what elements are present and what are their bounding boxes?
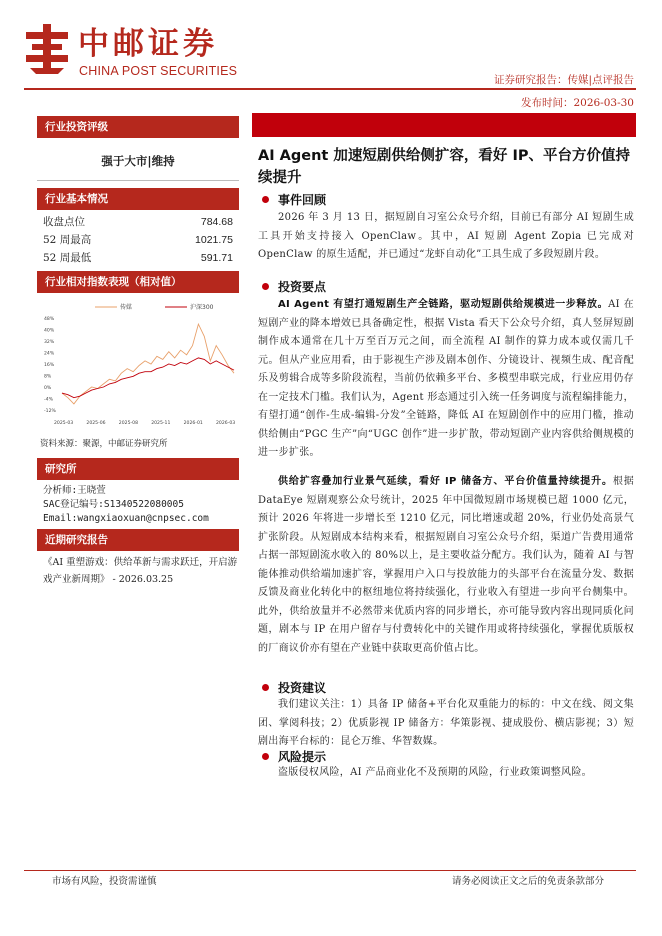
paragraph-supply [258,473,634,658]
analyst-sac-id: SAC登记编号:S1340522080005 [43,499,184,510]
paragraph-body: AI 在短剧产业的降本增效已具备确定性，根据 Vista 看天下公众号介绍，真人竖屏短剧制作成本通常在几十万至百万元之间，而全流程 AI 制作的算力成本或仅需几千元。但从产业应用看，由于影视生产涉及剧本创作、分镜设计、视频生成、配音配乐及剪辑合成等多阶段流程，当前仍依赖多平台、多模型串联完成，行业应用仍存在一定技术门槛。我们认为，Agent 形态通过引入统一任务调度与流程编排能力，有望打通“创作-生成-编辑-分发”全链路，降低 AI 在短剧创作中的应用门槛，推动供给侧由“PGC 生产”向“UGC 创作”进一步扩散，带动短剧产业内容供给侧规模的进一步扩张。 [258,299,634,458]
info-value: 784.68 [200,216,233,228]
related-report-link[interactable]: 《AI 重塑游戏：供给革新与需求跃迁，开启游戏产业新周期》 - 2026.03.25 [43,557,238,585]
report-type: 证券研究报告：传媒|点评报告 [493,74,634,86]
section-heading-event [262,192,326,208]
related-reports-section-header: 近期研究报告 [37,529,239,551]
x-tick-label: 2026-01 [183,421,203,426]
y-tick-label: -12% [44,409,56,414]
x-tick-label: 2025-03 [54,421,74,426]
logo-chinese: 中邮证券 [78,26,218,62]
bullet-dot [262,684,269,691]
paragraph-investment: 我们建议关注：1）具备 IP 储备+平台化双重能力的标的：中文在线、阅文集团、掌阅科技；2）优质影视 IP 储备方：华策影视、捷成股份、横店影视；3）短剧出海平台标的：昆仑万维、华智数媒。 [258,699,634,747]
section-heading-text: 风险提示 [278,750,327,764]
y-tick-label: 16% [44,363,55,368]
info-value: 1021.75 [195,234,233,246]
section-heading-text: 投资建议 [278,681,327,695]
info-row-52w-high [43,231,233,249]
info-value: 591.71 [200,252,233,264]
info-label: 收盘点位 [43,216,85,228]
series-line-hs300 [62,358,234,398]
x-tick-label: 2025-06 [86,421,106,426]
relative-performance-chart [40,298,239,430]
info-row-52w-low [43,249,233,267]
info-label: 52 周最低 [43,252,92,264]
bullet-dot [262,283,269,290]
paragraph-ai-agent [258,296,634,463]
research-section-header: 研究所 [37,458,239,480]
chart-source: 资料来源：聚源，中邮证券研究所 [40,439,168,449]
section-heading-investment [262,680,326,696]
y-tick-label: 24% [44,351,55,357]
y-tick-label: 40% [44,328,55,334]
report-title: AI Agent 加速短剧供给侧扩容，看好 IP、平台方价值持续提升 [258,148,630,186]
y-tick-label: 0% [44,386,52,391]
y-tick-label: -4% [44,397,53,403]
x-tick-label: 2025-08 [118,421,139,426]
footer-rule [24,870,636,871]
analyst-name: 分析师:王晓萱 [43,485,106,496]
analyst-email: Email:wangxiaoxuan@cnpsec.com [43,513,209,524]
legend-label-media: 传媒 [120,304,133,311]
logo-english: CHINA POST SECURITIES [79,64,238,78]
footer-disclaimer-note: 请务必阅读正文之后的免责条款部分 [451,876,604,887]
info-label: 52 周最高 [43,234,92,246]
paragraph-body: 根据 DataEye 短剧观察公众号统计，2025 年中国微短剧市场规模已超 1000 亿元，预计 2026 年将进一步增长至 1210 亿元，同比增速或超 20%，行业仍处高景气扩张阶段。从短剧成本结构来看，根据短剧自习室公众号介绍，渠道广告费用通常占据一部短剧流水收入的 80%以上，是主要收益分配方。我们认为，随着 AI 与智能体推动供给端加速扩容，掌握用户入口与投放能力的头部平台在流量分发、数据反馈及商业化转化中的枢纽地位将持续强化，行业收入有望进一步向平台侧集中。此外，供给放量并不必然带来优质内容的同步增长，亦可能导致内容出现同质化问题，剧本与 IP 在用户留存与付费转化中的关键作用或将持续强化，掌握优质版权的厂商议价亦有望在产业链中获取更高价值占比。 [258,476,634,654]
paragraph-lead: 供给扩容叠加行业景气延续，看好 IP 储备方、平台价值量持续提升。 [278,476,613,487]
publish-date: 发布时间：2026-03-30 [520,97,634,109]
rating-section-header: 行业投资评级 [37,116,239,138]
info-row-close [43,213,233,231]
section-heading-text: 事件回顾 [278,193,327,207]
title-banner [252,113,636,137]
paragraph-lead: AI Agent 有望打通短剧生产全链路，驱动短剧供给规模进一步释放。 [278,299,609,310]
section-heading-risk [262,749,326,765]
y-tick-label: 32% [44,340,55,345]
y-tick-label: 48% [44,317,55,322]
x-tick-label: 2026-03 [216,421,236,426]
performance-section-header: 行业相对指数表现（相对值） [37,271,239,293]
divider [37,180,239,181]
header-rule [24,88,636,90]
paragraph-risk: 盗版侵权风险，AI 产品商业化不及预期的风险，行业政策调整风险。 [278,767,592,778]
paragraph-event: 2026 年 3 月 13 日，据短剧自习室公众号介绍，目前已有部分 AI 短剧生成工具开始支持接入 OpenClaw。其中，AI 短剧 Agent Zopia 已完成对 OpenClaw 的原生适配，并已通过“龙虾自动化”工具生成了多段短剧片段。 [258,212,634,260]
industry-rating: 强于大市|维持 [101,154,175,168]
section-heading-key-points [262,279,326,295]
bullet-dot [262,196,269,203]
y-tick-label: 8% [44,374,52,380]
legend-label-hs300: 沪深300 [190,304,214,311]
basic-info-section-header: 行业基本情况 [37,188,239,210]
footer-risk-note: 市场有风险，投资需谨慎 [52,876,157,887]
bullet-dot [262,753,269,760]
china-post-logo-icon [24,22,70,76]
x-tick-label: 2025-11 [151,421,171,426]
section-heading-text: 投资要点 [278,280,327,294]
